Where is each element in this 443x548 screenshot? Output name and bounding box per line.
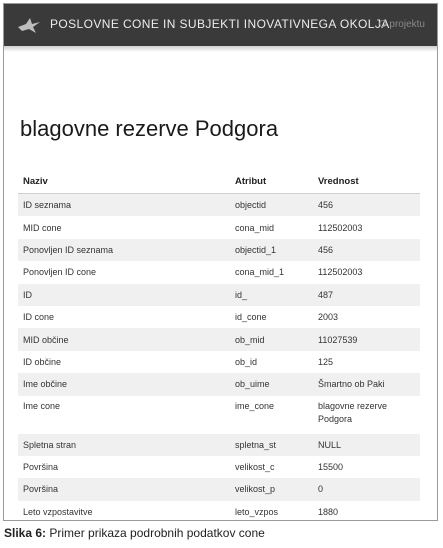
top-navbar (4, 4, 437, 46)
cell-vrednost: 11027539 (313, 328, 420, 350)
cell-vrednost: 112502003 (313, 216, 420, 238)
cell-vrednost: 15500 (313, 456, 420, 478)
cell-vrednost: NULL (313, 434, 420, 456)
cell-atribut: cona_mid_1 (230, 261, 313, 283)
table-row (18, 478, 420, 500)
page-title: blagovne rezerve Podgora (20, 116, 279, 141)
cell-naziv: Površina (18, 478, 230, 500)
table-row (18, 239, 420, 261)
browser-window (3, 3, 438, 521)
table-row (18, 456, 420, 478)
column-header-naziv: Naziv (18, 170, 230, 194)
cell-atribut: objectid (230, 194, 313, 217)
cell-vrednost: 2003 (313, 306, 420, 328)
cell-atribut: id_cone (230, 306, 313, 328)
cell-naziv: Ime cone (18, 396, 230, 434)
cell-vrednost: 456 (313, 239, 420, 261)
cell-atribut: velikost_p (230, 478, 313, 500)
cell-naziv: Spletna stran (18, 434, 230, 456)
cell-naziv: ID cone (18, 306, 230, 328)
cell-vrednost: 0 (313, 478, 420, 500)
cell-naziv: ID seznama (18, 194, 230, 217)
cell-vrednost: 1880 (313, 501, 420, 521)
table-row (18, 306, 420, 328)
cell-atribut: ime_cone (230, 396, 313, 434)
table-row (18, 328, 420, 350)
table-row (18, 194, 420, 217)
caption-text: Primer prikaza podrobnih podatkov cone (46, 526, 265, 540)
cell-atribut: ob_uime (230, 373, 313, 395)
cell-atribut: spletna_st (230, 434, 313, 456)
table-row (18, 284, 420, 306)
column-header-atribut: Atribut (230, 170, 313, 194)
cell-vrednost: Šmartno ob Paki (313, 373, 420, 395)
cell-naziv: Leto vzpostavitve (18, 501, 230, 521)
table-row (18, 434, 420, 456)
cell-atribut: velikost_c (230, 456, 313, 478)
figure-caption (4, 526, 265, 540)
table-row (18, 373, 420, 395)
cell-naziv: Površina (18, 456, 230, 478)
about-link[interactable]: O projektu (378, 19, 425, 30)
cell-vrednost: 487 (313, 284, 420, 306)
cell-vrednost: 125 (313, 351, 420, 373)
app-title[interactable]: POSLOVNE CONE IN SUBJEKTI INOVATIVNEGA OKOLJA (50, 17, 390, 31)
cell-naziv: MID cone (18, 216, 230, 238)
table-row (18, 216, 420, 238)
cell-naziv: Ponovljen ID cone (18, 261, 230, 283)
cell-vrednost: 112502003 (313, 261, 420, 283)
navbar-shadow (4, 46, 437, 52)
cell-atribut: ob_mid (230, 328, 313, 350)
table-row (18, 261, 420, 283)
cell-atribut: cona_mid (230, 216, 313, 238)
table-header-row (18, 170, 420, 194)
cell-vrednost: 456 (313, 194, 420, 217)
table-row (18, 501, 420, 521)
cell-naziv: ID (18, 284, 230, 306)
cell-atribut: id_ (230, 284, 313, 306)
cell-atribut: objectid_1 (230, 239, 313, 261)
table-row (18, 351, 420, 373)
attributes-table (18, 170, 420, 521)
cell-naziv: ID občine (18, 351, 230, 373)
cell-atribut: ob_id (230, 351, 313, 373)
cell-naziv: Ime občine (18, 373, 230, 395)
cell-naziv: MID občine (18, 328, 230, 350)
column-header-vrednost: Vrednost (313, 170, 420, 194)
table-row (18, 396, 420, 434)
cell-vrednost: blagovne rezerve Podgora (313, 396, 420, 434)
cell-naziv: Ponovljen ID seznama (18, 239, 230, 261)
caption-label: Slika 6: (4, 526, 47, 540)
cell-atribut: leto_vzpos (230, 501, 313, 521)
bird-logo-icon[interactable] (16, 15, 42, 35)
